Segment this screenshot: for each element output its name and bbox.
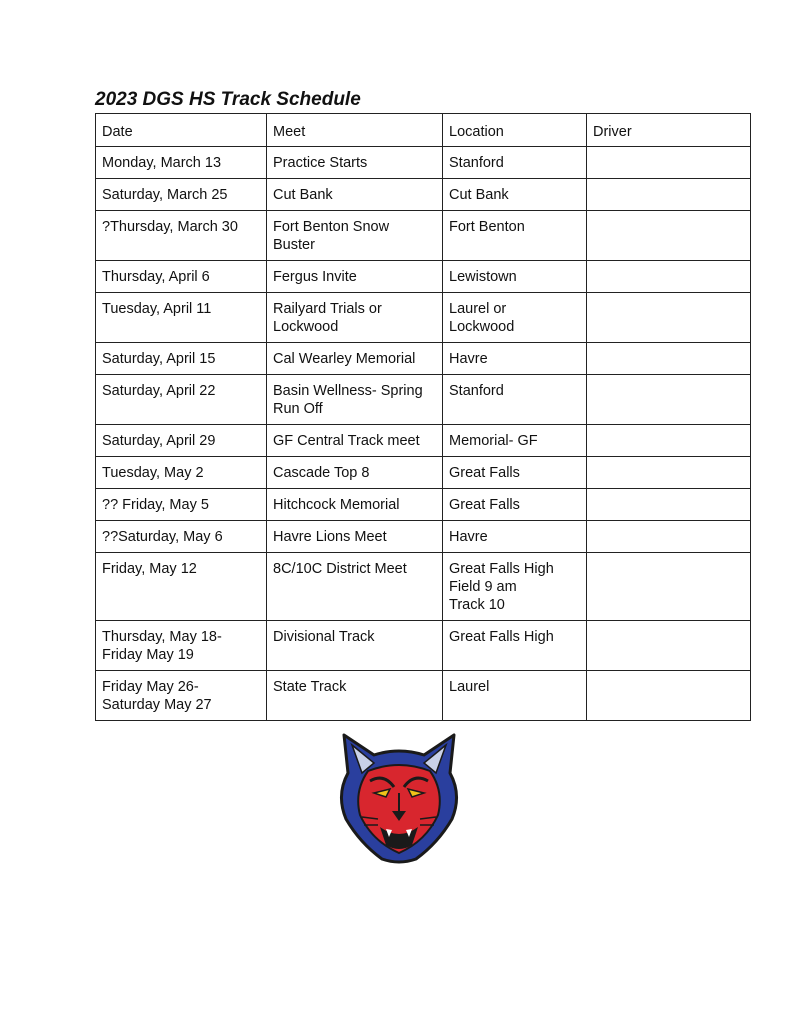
cell-text: Laurel or [449, 301, 507, 317]
column-header-driver: Driver [587, 114, 751, 147]
cell-text: Field 9 am [449, 579, 517, 595]
cell-text: ?Thursday, March 30 [102, 219, 238, 235]
table-row [96, 179, 751, 211]
meet-cell [267, 621, 443, 671]
cell-text: Stanford [449, 155, 504, 171]
cell-text: ?? Friday, May 5 [102, 497, 209, 513]
meet-cell [267, 179, 443, 211]
cell-text: Saturday, April 15 [102, 351, 216, 367]
cell-text: Practice Starts [273, 155, 368, 171]
meet-cell [267, 425, 443, 457]
cell-text: Tuesday, April 11 [102, 301, 212, 317]
cell-text: Track 10 [449, 597, 505, 613]
cell-text: Thursday, May 18- [102, 629, 222, 645]
date-cell [96, 343, 267, 375]
cell-text: Havre Lions Meet [273, 529, 387, 545]
meet-cell [267, 343, 443, 375]
location-cell [443, 261, 587, 293]
location-cell [443, 671, 587, 721]
date-cell [96, 211, 267, 261]
meet-cell [267, 147, 443, 179]
table-row [96, 457, 751, 489]
table-row [96, 211, 751, 261]
driver-cell[interactable] [587, 671, 751, 721]
driver-cell[interactable] [587, 489, 751, 521]
date-cell [96, 521, 267, 553]
meet-cell [267, 521, 443, 553]
column-header-date: Date [96, 114, 267, 147]
cell-text: Friday May 19 [102, 647, 194, 663]
cell-text: Monday, March 13 [102, 155, 222, 171]
cell-text: Great Falls High [449, 629, 554, 645]
cell-text: Friday, May 12 [102, 561, 197, 577]
date-cell [96, 179, 267, 211]
driver-cell[interactable] [587, 343, 751, 375]
meet-cell [267, 457, 443, 489]
table-row [96, 671, 751, 721]
table-row [96, 489, 751, 521]
meet-cell [267, 375, 443, 425]
cell-text: Basin Wellness- Spring [273, 383, 423, 399]
driver-cell[interactable] [587, 425, 751, 457]
location-cell [443, 343, 587, 375]
meet-cell [267, 211, 443, 261]
column-header-meet: Meet [267, 114, 443, 147]
date-cell [96, 261, 267, 293]
cell-text: Fort Benton Snow [273, 219, 390, 235]
cell-text: Memorial- GF [449, 433, 538, 449]
cell-text: Hitchcock Memorial [273, 497, 400, 513]
cell-text: Laurel [449, 679, 490, 695]
cell-text: Havre [449, 351, 488, 367]
location-cell [443, 489, 587, 521]
location-cell [443, 457, 587, 489]
meet-cell [267, 261, 443, 293]
date-cell [96, 457, 267, 489]
cell-text: GF Central Track meet [273, 433, 420, 449]
cell-text: Stanford [449, 383, 504, 399]
driver-cell[interactable] [587, 147, 751, 179]
cell-text: Saturday May 27 [102, 697, 212, 713]
schedule-table [95, 113, 751, 721]
cell-text: Lockwood [273, 319, 339, 335]
cell-text: Havre [449, 529, 488, 545]
cell-text: Railyard Trials or [273, 301, 382, 317]
meet-cell [267, 489, 443, 521]
location-cell [443, 621, 587, 671]
date-cell [96, 671, 267, 721]
column-header-location: Location [443, 114, 587, 147]
location-cell [443, 147, 587, 179]
driver-cell[interactable] [587, 457, 751, 489]
location-cell [443, 179, 587, 211]
cell-text: State Track [273, 679, 347, 695]
cell-text: Saturday, April 29 [102, 433, 216, 449]
driver-cell[interactable] [587, 211, 751, 261]
cell-text: Lockwood [449, 319, 515, 335]
driver-cell[interactable] [587, 261, 751, 293]
header-row [96, 114, 751, 147]
cell-text: Great Falls High [449, 561, 554, 577]
meet-cell [267, 293, 443, 343]
wildcat-mascot-icon [334, 733, 464, 865]
meet-cell [267, 671, 443, 721]
date-cell [96, 293, 267, 343]
date-cell [96, 621, 267, 671]
date-cell [96, 375, 267, 425]
driver-cell[interactable] [587, 375, 751, 425]
cell-text: Friday May 26- [102, 679, 199, 695]
cell-text: 8C/10C District Meet [273, 561, 407, 577]
date-cell [96, 489, 267, 521]
cell-text: Cascade Top 8 [273, 465, 370, 481]
table-row [96, 293, 751, 343]
table-row [96, 621, 751, 671]
cell-text: Divisional Track [273, 629, 375, 645]
cell-text: Great Falls [449, 497, 520, 513]
location-cell [443, 425, 587, 457]
driver-cell[interactable] [587, 179, 751, 211]
location-cell [443, 553, 587, 621]
cell-text: Fort Benton [449, 219, 525, 235]
table-row [96, 147, 751, 179]
table-row [96, 375, 751, 425]
table-row [96, 553, 751, 621]
location-cell [443, 211, 587, 261]
location-cell [443, 375, 587, 425]
cell-text: Fergus Invite [273, 269, 357, 285]
cell-text: Great Falls [449, 465, 520, 481]
meet-cell [267, 553, 443, 621]
cell-text: Buster [273, 237, 315, 253]
cell-text: Saturday, March 25 [102, 187, 228, 203]
cell-text: Cut Bank [449, 187, 509, 203]
driver-cell[interactable] [587, 293, 751, 343]
date-cell [96, 147, 267, 179]
cell-text: ??Saturday, May 6 [102, 529, 223, 545]
cell-text: Thursday, April 6 [102, 269, 210, 285]
table-row [96, 521, 751, 553]
table-row [96, 343, 751, 375]
date-cell [96, 425, 267, 457]
table-row [96, 261, 751, 293]
driver-cell[interactable] [587, 553, 751, 621]
cell-text: Run Off [273, 401, 323, 417]
table-row [96, 425, 751, 457]
date-cell [96, 553, 267, 621]
cell-text: Tuesday, May 2 [102, 465, 204, 481]
cell-text: Cut Bank [273, 187, 333, 203]
cell-text: Saturday, April 22 [102, 383, 216, 399]
location-cell [443, 521, 587, 553]
cell-text: Lewistown [449, 269, 517, 285]
driver-cell[interactable] [587, 521, 751, 553]
driver-cell[interactable] [587, 621, 751, 671]
cell-text: Cal Wearley Memorial [273, 351, 416, 367]
location-cell [443, 293, 587, 343]
page-title: 2023 DGS HS Track Schedule [95, 89, 361, 110]
